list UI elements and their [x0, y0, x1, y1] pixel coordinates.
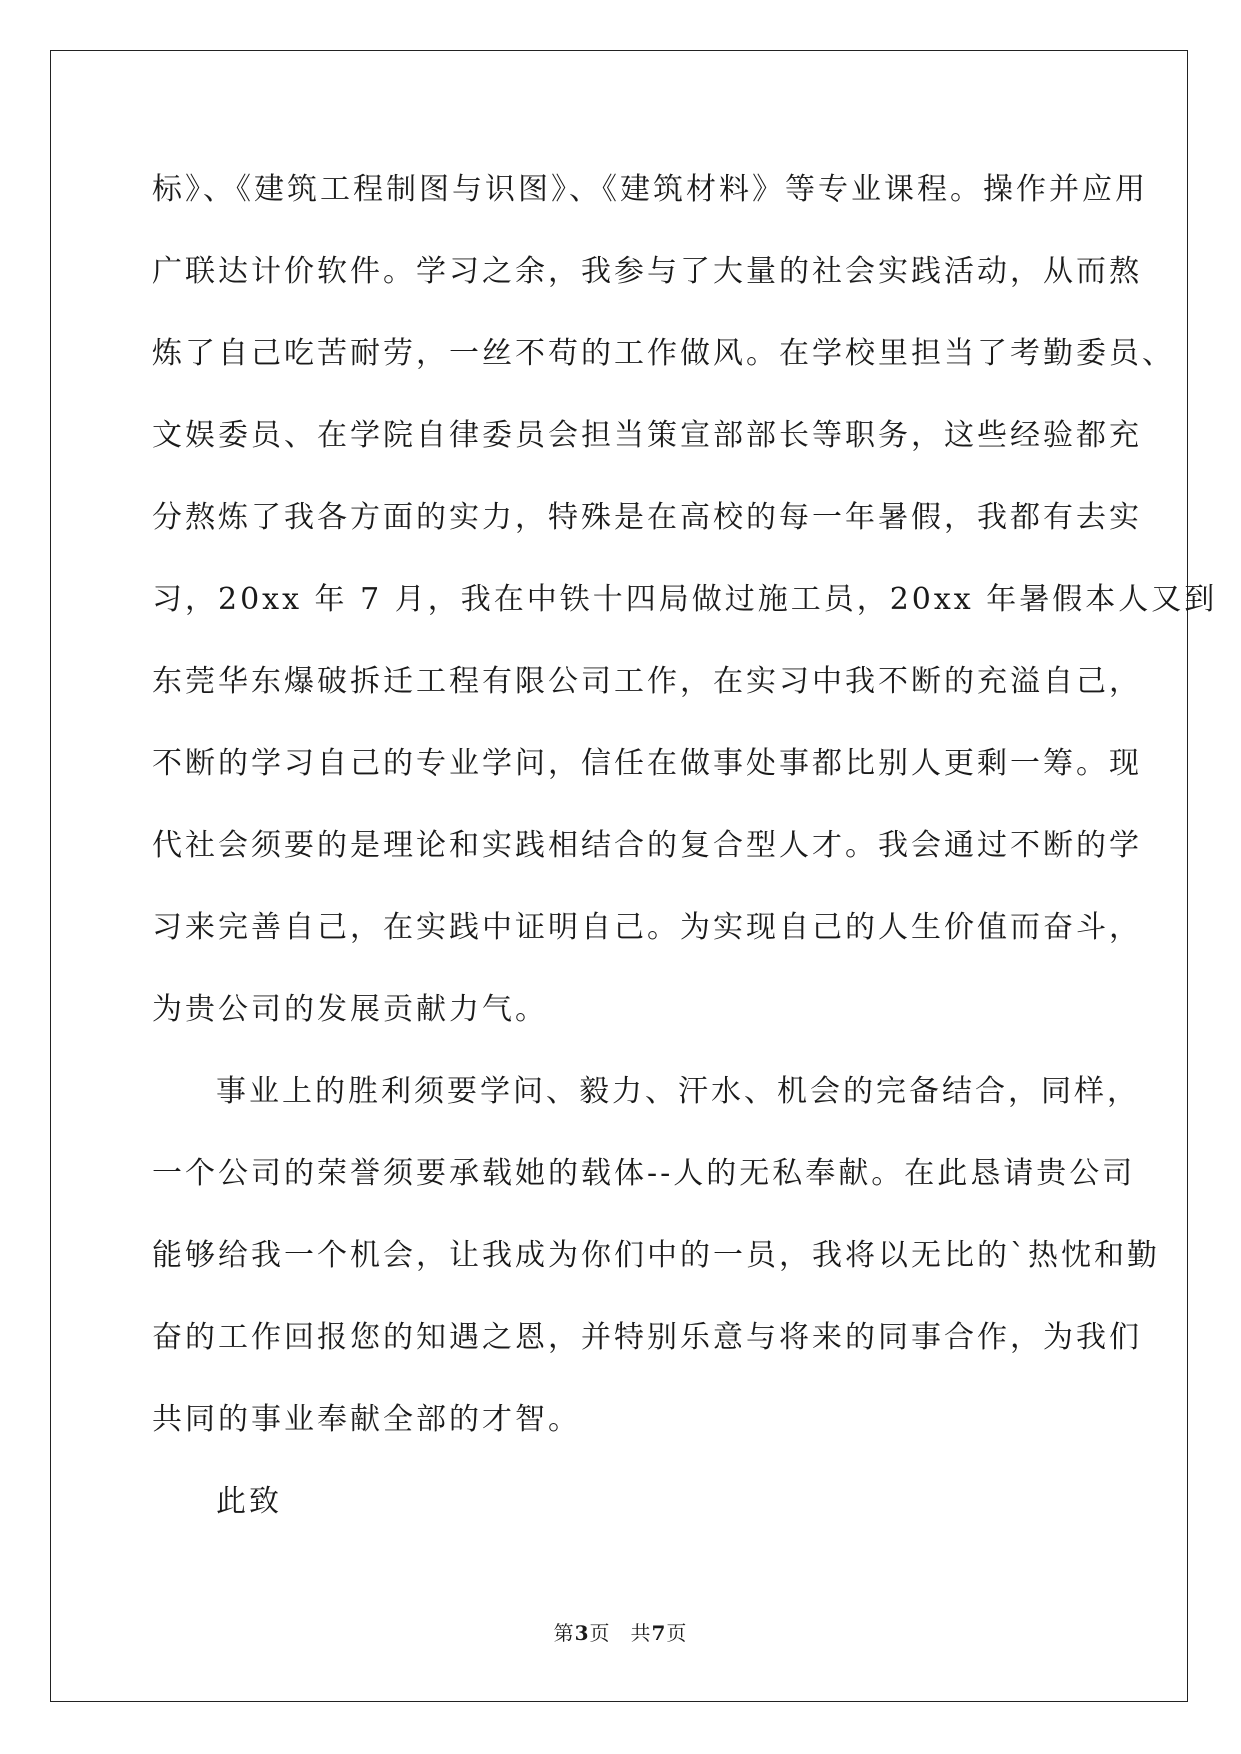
text-line: 奋的工作回报您的知遇之恩，并特别乐意与将来的同事合作，为我们 [152, 1320, 1142, 1355]
total-suffix: 页 [666, 1621, 688, 1645]
text-line: 共同的事业奉献全部的才智。 [152, 1402, 581, 1437]
paragraph-first-line: 事业上的胜利须要学问、毅力、汗水、机会的完备结合，同样， [216, 1074, 1140, 1109]
text-line: 文娱委员、在学院自律委员会担当策宣部部长等职务，这些经验都充 [152, 418, 1142, 453]
letter-body [152, 165, 1218, 1559]
text-line: 东莞华东爆破拆迁工程有限公司工作，在实习中我不断的充溢自己， [152, 664, 1142, 699]
text-line: 代社会须要的是理论和实践相结合的复合型人才。我会通过不断的学 [152, 828, 1142, 863]
text-line: 标》、《建筑工程制图与识图》、《建筑材料》等专业课程。操作并应用 [152, 172, 1148, 207]
text-line: 炼了自己吃苦耐劳，一丝不苟的工作做风。在学校里担当了考勤委员、 [152, 336, 1175, 371]
text-line: 习，20xx 年 7 月，我在中铁十四局做过施工员，20xx 年暑假本人又到 [152, 582, 1218, 617]
text-line: 不断的学习自己的专业学问，信任在做事处事都比别人更剩一筹。现 [152, 746, 1142, 781]
text-line: 能够给我一个机会，让我成为你们中的一员，我将以无比的`热忱和勤 [152, 1238, 1160, 1273]
text-line: 分熬炼了我各方面的实力，特殊是在高校的每一年暑假，我都有去实 [152, 500, 1142, 535]
text-line: 习来完善自己，在实践中证明自己。为实现自己的人生价值而奋斗， [152, 910, 1142, 945]
text-line: 为贵公司的发展贡献力气。 [152, 992, 548, 1027]
page-footer [0, 1617, 1241, 1646]
text-line: 一个公司的荣誉须要承载她的载体--人的无私奉献。在此恳请贵公司 [152, 1156, 1136, 1191]
text-line: 广联达计价软件。学习之余，我参与了大量的社会实践活动，从而熬 [152, 254, 1142, 289]
closing-salutation: 此致 [216, 1484, 282, 1519]
page-number: 3 [574, 1621, 590, 1645]
total-pages: 7 [651, 1621, 667, 1645]
page-suffix: 页 [589, 1621, 611, 1645]
total-prefix: 共 [630, 1621, 652, 1645]
page-prefix: 第 [553, 1621, 575, 1645]
